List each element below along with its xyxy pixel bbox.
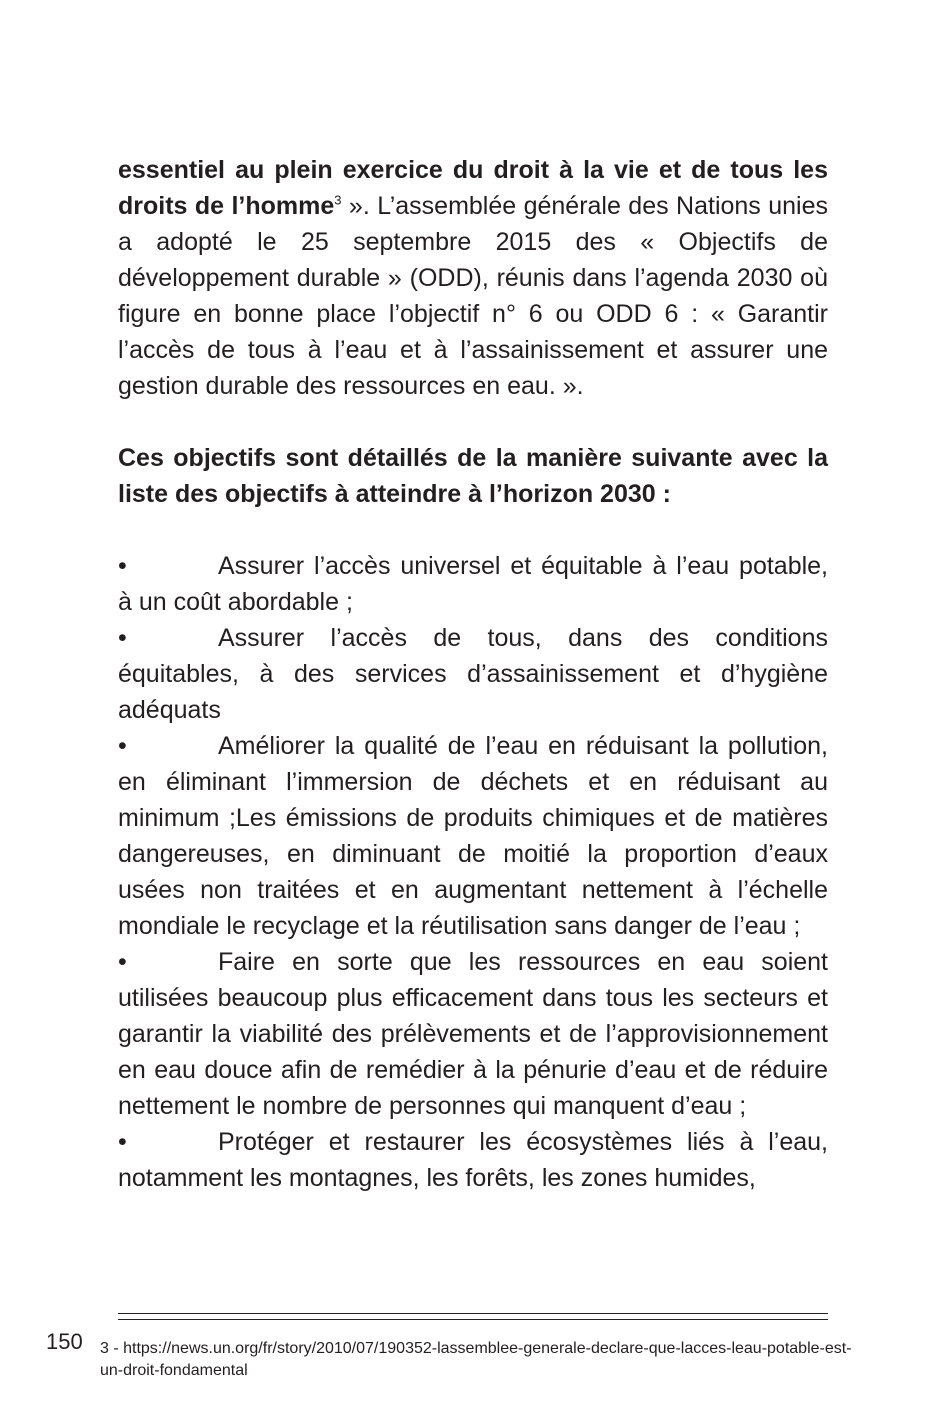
- list-item: [118, 548, 828, 620]
- paragraph-spacer: [118, 404, 828, 440]
- list-item: [118, 1124, 828, 1196]
- bullet-icon: •: [118, 1128, 127, 1156]
- list-item: [118, 728, 828, 944]
- paragraph-spacer: [118, 512, 828, 548]
- list-item-text: Améliorer la qualité de l’eau en réduisant la pollution, en éliminant l’immersion de déchets et en réduisant au minimum ;Les émissions de produits chimiques et de matières dangereuses, en diminuant de moitié la proportion d’eaux usées non traitées et en augmentant nettement à l’échelle mondiale le recyclage et la réutilisation sans danger de l’eau ;: [118, 732, 828, 940]
- bullet-icon: •: [118, 624, 127, 652]
- list-item: [118, 944, 828, 1124]
- paragraph-intro-text: ». L’assemblée générale des Nations unies a adopté le 25 septembre 2015 des « Objectifs de développement durable » (ODD), réunis dans l’agenda 2030 où figure en bonne place l’objectif n° 6 ou ODD 6 : « Garantir l’accès de tous à l’eau et à l’assainissement et assurer une gestion durable des ressources en eau. ».: [118, 192, 828, 400]
- list-item-text: Assurer l’accès universel et équitable à l’eau potable, à un coût abordable ;: [118, 552, 828, 616]
- bullet-icon: •: [118, 948, 127, 976]
- paragraph-intro: [118, 152, 828, 404]
- list-item: [118, 620, 828, 728]
- paragraph-intro-bold: essentiel au plein exercice du droit à la vie et de tous les droits de l’homme: [118, 156, 828, 220]
- list-item-text: Faire en sorte que les ressources en eau soient utilisées beaucoup plus efficacement dans tous les secteurs et garantir la viabilité des prélèvements et de l’approvisionnement en eau douce afin de remédier à la pénurie d’eau et de réduire nettement le nombre de personnes qui manquent d’eau ;: [118, 948, 828, 1120]
- page-body: [118, 152, 828, 1196]
- page-number: 150: [46, 1329, 83, 1354]
- objectives-list: [118, 548, 828, 1196]
- footnote-link[interactable]: 3 - https://news.un.org/fr/story/2010/07/190352-lassemblee-generale-declare-que-lacces-leau-potable-est-un-droit-fondamental: [100, 1340, 852, 1379]
- footnote-reference[interactable]: 3: [334, 192, 342, 208]
- bullet-icon: •: [118, 552, 127, 580]
- paragraph-objectives-heading: Ces objectifs sont détaillés de la manière suivante avec la liste des objectifs à atteindre à l’horizon 2030 :: [118, 444, 828, 508]
- list-item-text: Assurer l’accès de tous, dans des conditions équitables, à des services d’assainissement et d’hygiène adéquats: [118, 624, 828, 724]
- bullet-icon: •: [118, 732, 127, 760]
- list-item-text: Protéger et restaurer les écosystèmes liés à l’eau, notamment les montagnes, les forêts, les zones humides,: [118, 1128, 828, 1192]
- footnote-divider: [118, 1313, 828, 1320]
